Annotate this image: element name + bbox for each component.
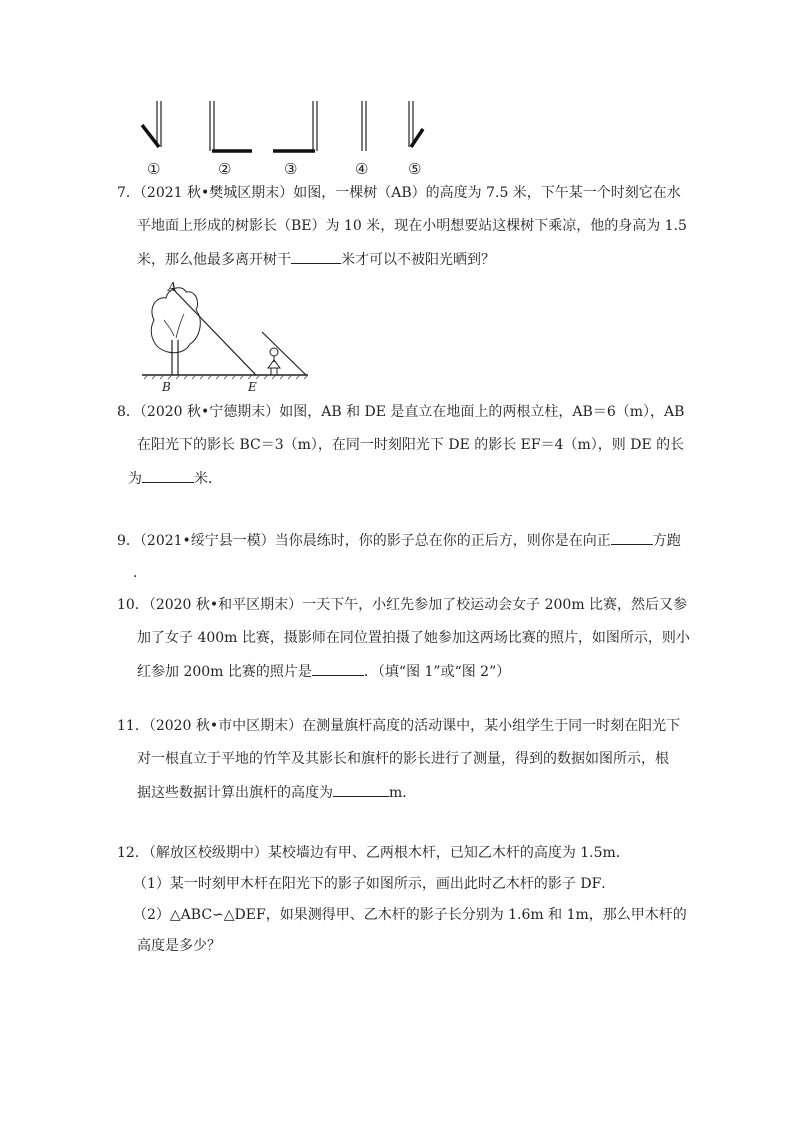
option-4-label: ④ — [355, 160, 369, 178]
option-1-drawing — [142, 101, 161, 147]
point-a-label: A — [168, 280, 177, 294]
option-5-label: ⑤ — [408, 160, 422, 178]
q7-line-3-text-b: 米才可以不被阳光晒到？ — [341, 252, 495, 268]
q10-answer-blank[interactable] — [312, 661, 364, 676]
tree-shadow-figure — [138, 280, 313, 395]
q10-line-1: 10．（2020 秋•和平区期末）一天下午，小红先参加了校运动会女子 200m 比赛，然后又参 — [117, 597, 688, 613]
q12-line-4: 高度是多少？ — [137, 938, 221, 954]
option-1-label: ① — [147, 160, 161, 178]
q8-answer-blank[interactable] — [142, 468, 194, 483]
q9-line-1-text-a: 9．（2021•绥宁县一模）当你晨练时，你的影子总在你的正后方，则你是在向正 — [117, 533, 611, 549]
q11-line-3-text-b: m． — [389, 785, 417, 801]
option-3-label: ③ — [284, 160, 298, 178]
q12-line-2: （1）某一时刻甲木杆在阳光下的影子如图所示，画出此时乙木杆的影子 DF． — [133, 876, 616, 892]
q11-answer-blank[interactable] — [333, 782, 389, 797]
option-2-label: ② — [218, 160, 232, 178]
q12-line-1: 12．（解放区校级期中）某校墙边有甲、乙两根木杆，已知乙木杆的高度为 1.5m． — [117, 845, 630, 861]
q9-line-1 — [117, 530, 681, 551]
q8-line-1: 8．（2020 秋•宁德期末）如图，AB 和 DE 是直立在地面上的两根立柱，AB＝6（m），AB — [117, 404, 685, 420]
q8-line-3-text-a: 为 — [128, 471, 142, 487]
q7-line-1: 7．（2021 秋•樊城区期末）如图，一棵树（AB）的高度为 7.5 米，下午某一个时刻它在水 — [117, 185, 681, 201]
option-5-drawing — [409, 101, 423, 147]
q11-line-2: 对一根直立于平地的竹竿及其影长和旗杆的影长进行了测量，得到的数据如图所示，根 — [137, 751, 669, 767]
q10-line-3-text-b: ．（填“图 1”或“图 2”） — [363, 664, 511, 680]
q11-line-1: 11．（2020 秋•市中区期末）在测量旗杆高度的活动课中，某小组学生于同一时刻在阳光下 — [117, 718, 681, 734]
q11-line-3 — [137, 782, 416, 803]
q11-line-3-text-a: 据这些数据计算出旗杆的高度为 — [137, 785, 333, 801]
q7-line-3-text-a: 米，那么他最多离开树干 — [137, 252, 291, 268]
q8-line-3-text-b: 米． — [194, 471, 222, 487]
q10-line-3 — [137, 661, 510, 682]
q10-line-2: 加了女子 400m 比赛，摄影师在同位置拍摄了她参加这两场比赛的照片，如图所示，则小 — [137, 630, 690, 646]
q12-line-3: （2）△ABC∽△DEF，如果测得甲、乙木杆的影子长分别为 1.6m 和 1m，那么甲木杆的 — [133, 907, 687, 923]
option-4-drawing — [362, 101, 366, 151]
q7-line-3 — [137, 249, 495, 270]
option-3-drawing — [273, 101, 317, 151]
option-2-drawing — [210, 101, 252, 151]
q10-line-3-text-a: 红参加 200m 比赛的照片是 — [137, 664, 312, 680]
q7-answer-blank[interactable] — [291, 249, 341, 264]
point-b-label: B — [162, 380, 171, 394]
q9-answer-blank[interactable] — [611, 530, 653, 545]
point-e-label: E — [248, 380, 257, 394]
q8-line-3 — [128, 468, 222, 489]
q8-line-2: 在阳光下的影长 BC＝3（m），在同一时刻阳光下 DE 的影长 EF＝4（m），则 DE 的长 — [137, 437, 685, 453]
q7-line-2: 平地面上形成的树影长（BE）为 10 米，现在小明想要站这棵树下乘凉，他的身高为 1.5 — [137, 218, 687, 234]
q9-line-1-text-b: 方跑 — [652, 533, 681, 549]
q9-line-2: ． — [133, 565, 147, 581]
